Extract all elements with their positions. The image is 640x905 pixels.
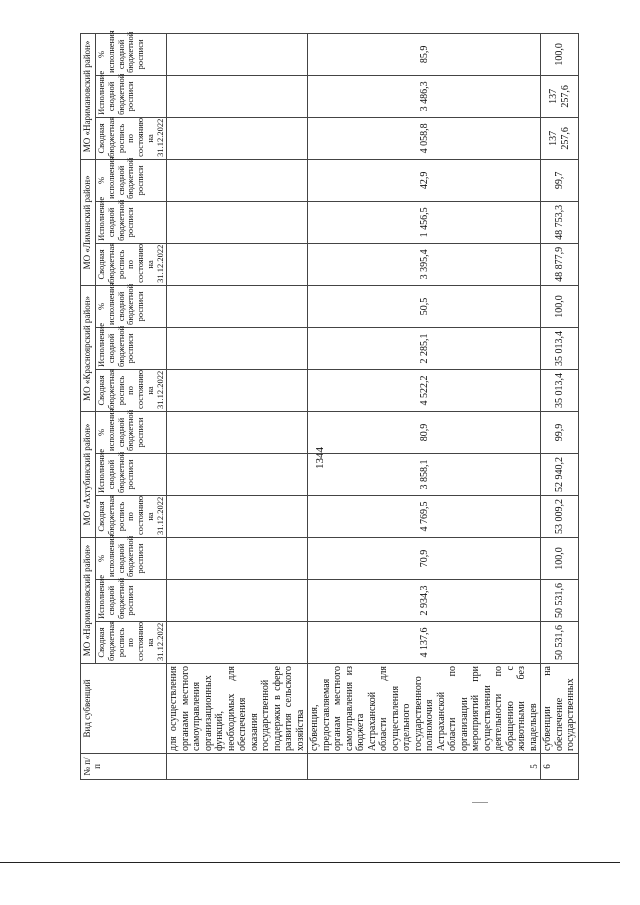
subvention-table: [80, 30, 579, 780]
district-header: МО «Наримановский район»: [81, 537, 96, 663]
value-cell: 4 058,8: [308, 117, 541, 159]
value-cell: 137 257,6: [541, 75, 579, 117]
value-cell: 70,9: [308, 537, 541, 579]
value-cell: [167, 327, 308, 369]
value-cell: 100,0: [541, 285, 579, 327]
value-cell: 52 940,2: [541, 453, 579, 495]
value-cell: 48 877,9: [541, 243, 579, 285]
value-cell: 1 456,5: [308, 201, 541, 243]
value-cell: 3 858,1: [308, 453, 541, 495]
value-cell: 50 531,6: [541, 580, 579, 622]
value-cell: [167, 285, 308, 327]
value-cell: 100,0: [541, 537, 579, 579]
value-cell: 3 395,4: [308, 243, 541, 285]
value-cell: [167, 75, 308, 117]
value-cell: [167, 622, 308, 664]
row-number: 6: [541, 754, 579, 780]
district-header: МО «Ахтубинский район»: [81, 411, 96, 537]
table-row: [167, 33, 308, 779]
value-cell: 80,9: [308, 411, 541, 453]
value-cell: 50 531,6: [541, 622, 579, 664]
district-header: МО «Наримановский район»: [81, 33, 96, 159]
subvention-type: для осуществления органами местного самоуправления организационных функций, необходимых для обеспечения оказания государственной поддержки в сфере развития сельского хозяйства: [167, 664, 308, 754]
sub-header-exec: Исполнение сводной бюджетной росписи: [96, 327, 167, 369]
sub-header-pct: % исполнения сводной бюджетной росписи: [96, 285, 167, 327]
row-number: [167, 754, 308, 780]
rotated-table-container: [80, 30, 598, 780]
value-cell: [167, 537, 308, 579]
value-cell: [167, 495, 308, 537]
sub-header-pct: % исполнения сводной бюджетной росписи: [96, 33, 167, 75]
value-cell: [167, 117, 308, 159]
value-cell: 53 009,2: [541, 495, 579, 537]
sub-header-exec: Исполнение сводной бюджетной росписи: [96, 201, 167, 243]
value-cell: 85,9: [308, 33, 541, 75]
type-header: Вид субвенций: [81, 664, 167, 754]
sub-header-plan: Сводная бюджетная роспись по состоянию на 31.12.2022: [96, 243, 167, 285]
value-cell: 35 013,4: [541, 327, 579, 369]
value-cell: 137 257,6: [541, 117, 579, 159]
value-cell: [167, 411, 308, 453]
value-cell: 99,9: [541, 411, 579, 453]
value-cell: 50,5: [308, 285, 541, 327]
value-cell: [167, 453, 308, 495]
sub-header-pct: % исполнения сводной бюджетной росписи: [96, 411, 167, 453]
value-cell: [167, 243, 308, 285]
value-cell: 2 934,3: [308, 580, 541, 622]
page-bottom-rule: [0, 862, 620, 863]
value-cell: [167, 33, 308, 75]
row-number: 5: [308, 754, 541, 780]
value-cell: 35 013,4: [541, 369, 579, 411]
district-header: МО «Лиманский район»: [81, 159, 96, 285]
value-cell: 4 137,6: [308, 622, 541, 664]
value-cell: 3 486,3: [308, 75, 541, 117]
sub-header-plan: Сводная бюджетная роспись по состоянию на 31.12.2022: [96, 622, 167, 664]
value-cell: 2 285,1: [308, 327, 541, 369]
sub-header-exec: Исполнение сводной бюджетной росписи: [96, 580, 167, 622]
sub-header-exec: Исполнение сводной бюджетной росписи: [96, 453, 167, 495]
subvention-type: субвенции на обеспечение государственных: [541, 664, 579, 754]
sub-header-pct: % исполнения сводной бюджетной росписи: [96, 537, 167, 579]
value-cell: [167, 201, 308, 243]
value-cell: [167, 369, 308, 411]
table-row: [308, 33, 541, 779]
subvention-type: субвенция, предоставляемая органам местного самоуправления из бюджета Астраханской области для осуществления отдельного государственного полномочия Астраханской области по организации мероприятий при осуществлении деятельности по обращению с животными без владельцев: [308, 664, 541, 754]
value-cell: 4 522,2: [308, 369, 541, 411]
sub-header-plan: Сводная бюджетная роспись по состоянию на 31.12.2022: [96, 369, 167, 411]
scan-mark: [472, 802, 488, 803]
value-cell: 100,0: [541, 33, 579, 75]
table-row: [541, 33, 579, 779]
page-number: 1344: [314, 447, 326, 469]
num-header: № п/п: [81, 754, 167, 780]
value-cell: [167, 159, 308, 201]
sub-header-plan: Сводная бюджетная роспись по состоянию на 31.12.2022: [96, 495, 167, 537]
value-cell: [167, 580, 308, 622]
value-cell: 4 769,5: [308, 495, 541, 537]
value-cell: 42,9: [308, 159, 541, 201]
sub-header-pct: % исполнения сводной бюджетной росписи: [96, 159, 167, 201]
district-header: МО «Красноярский район»: [81, 285, 96, 411]
sub-header-plan: Сводная бюджетная роспись по состоянию на 31.12.2022: [96, 117, 167, 159]
sub-header-exec: Исполнение сводной бюджетной росписи: [96, 75, 167, 117]
value-cell: 48 753,3: [541, 201, 579, 243]
value-cell: 99,7: [541, 159, 579, 201]
